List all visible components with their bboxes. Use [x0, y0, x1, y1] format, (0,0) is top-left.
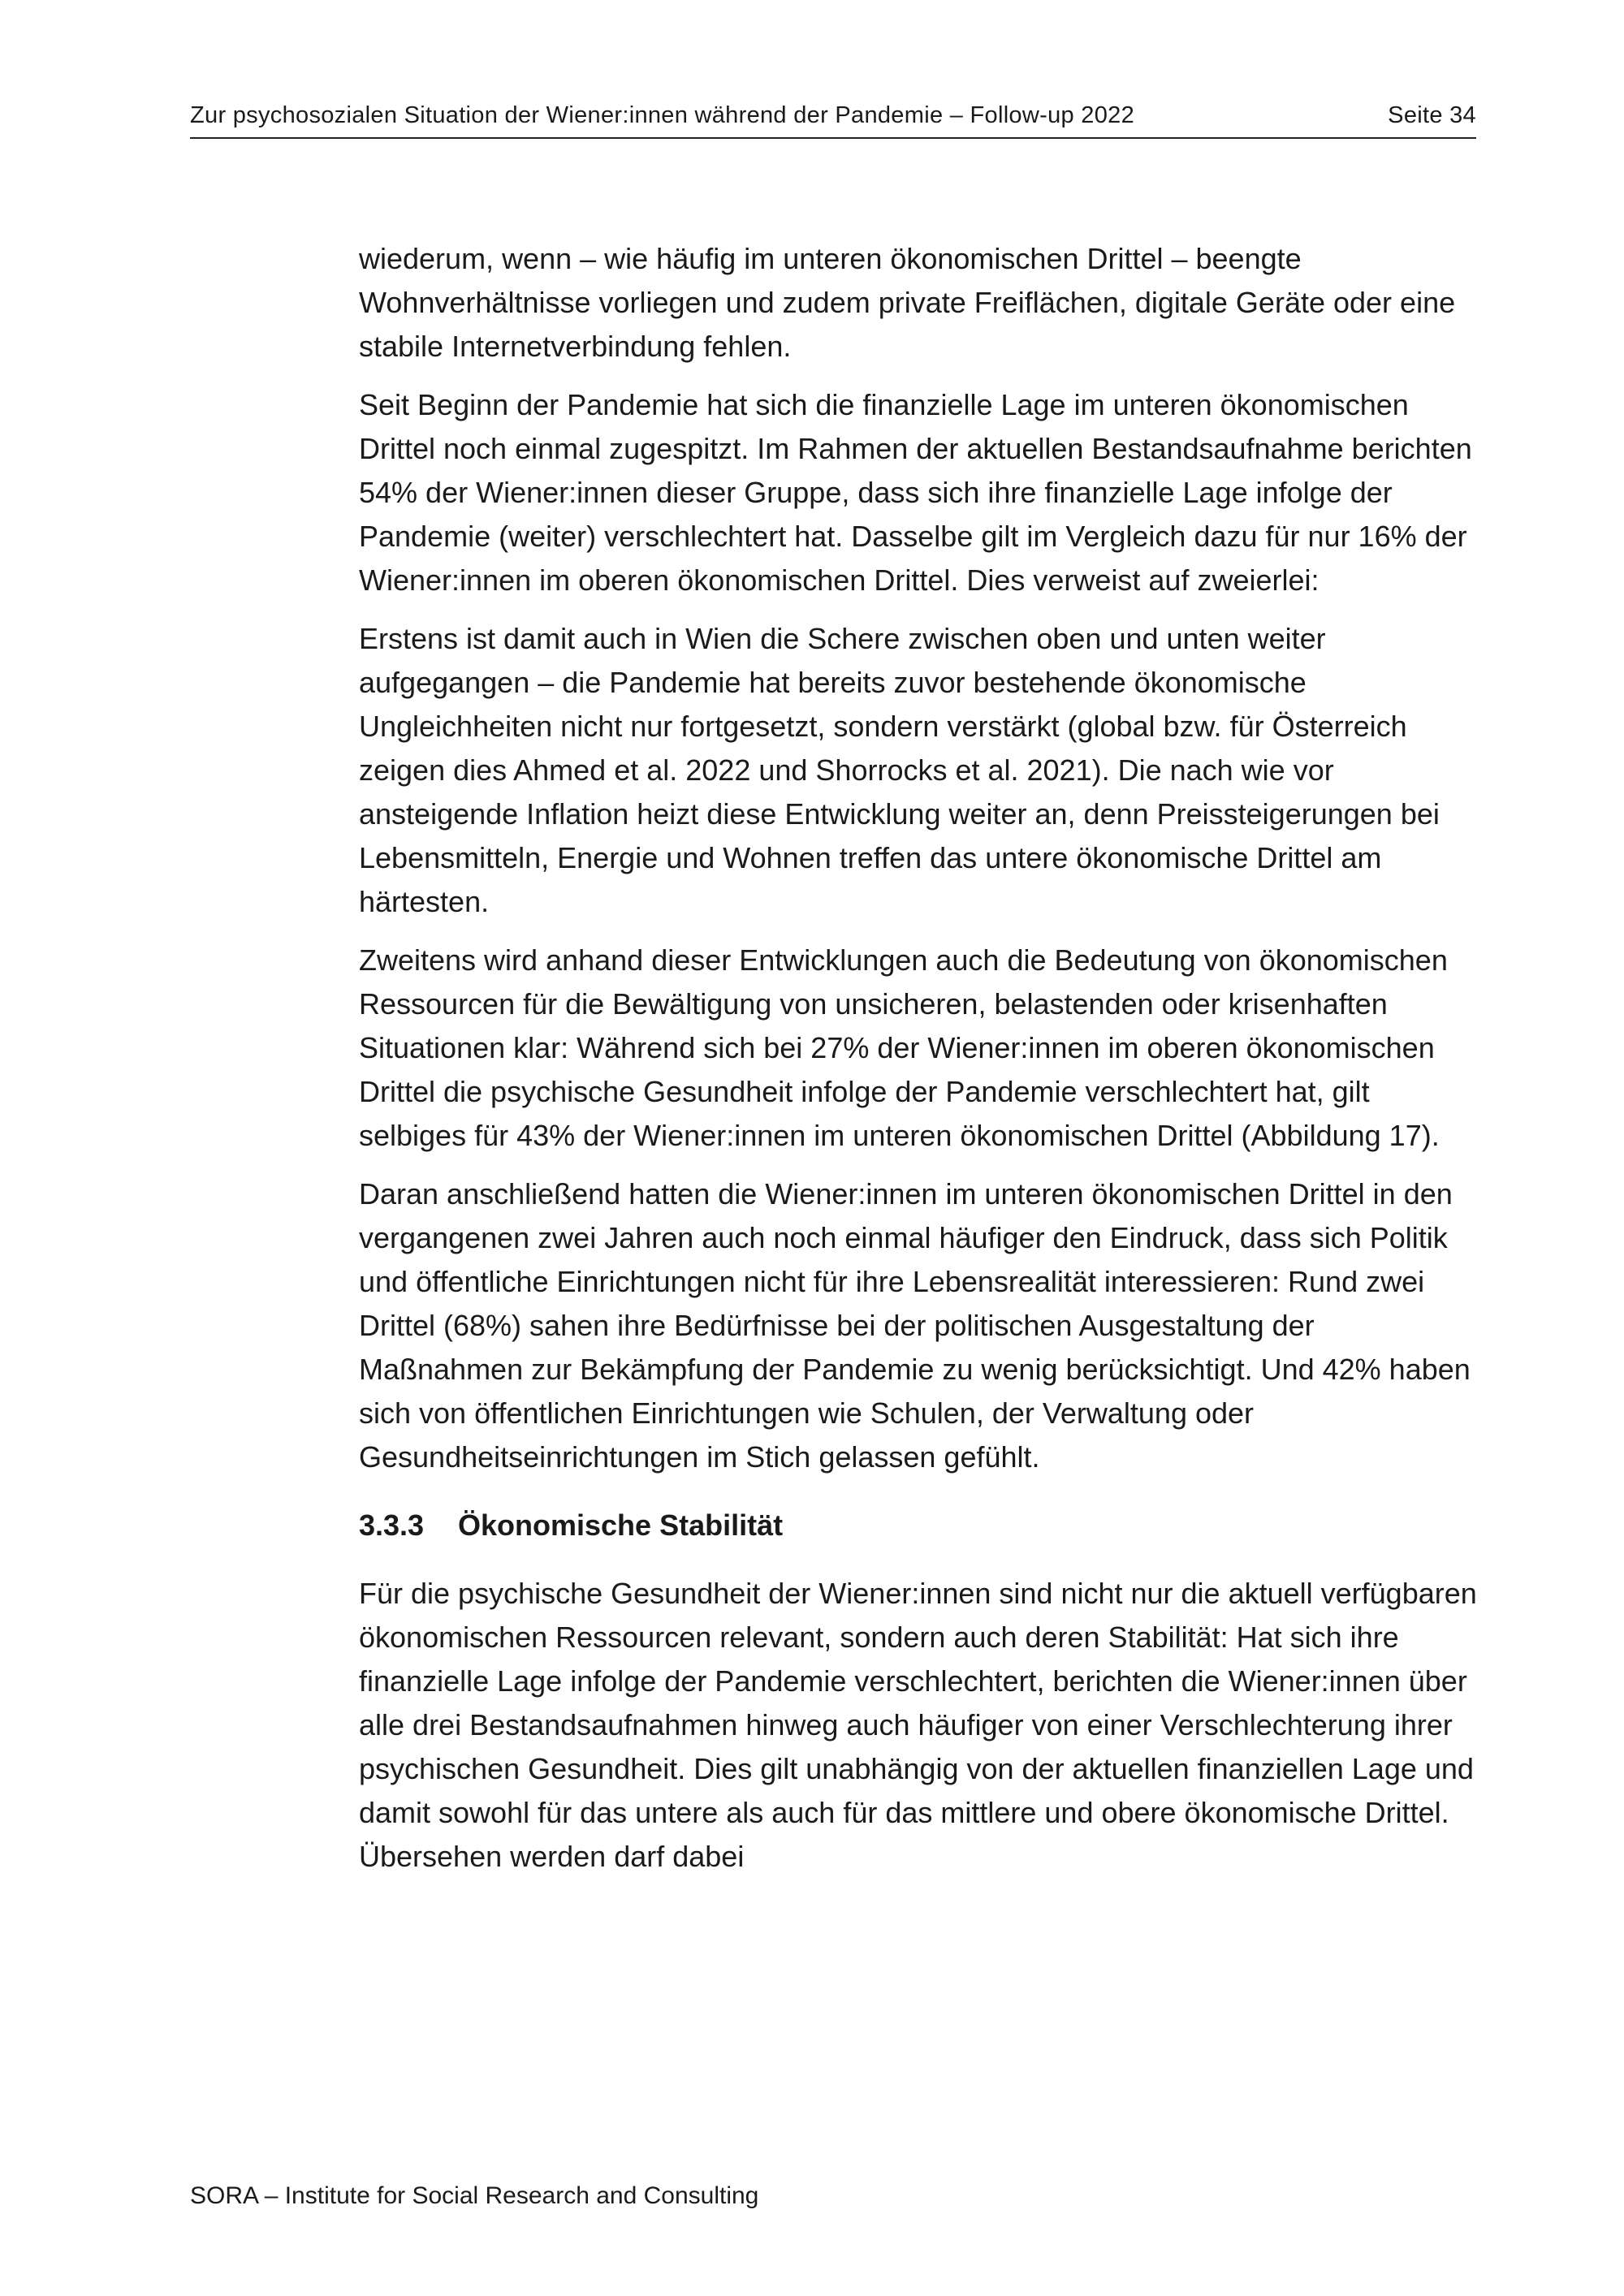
section-title: Ökonomische Stabilität — [458, 1508, 784, 1542]
paragraph: Daran anschließend hatten die Wiener:innen im unteren ökonomischen Drittel in den vergangenen zwei Jahren auch noch einmal häufiger den Eindruck, dass sich Politik und öffentliche Einrichtungen nicht für ihre Lebensrealität interessieren: Rund zwei Drittel (68%) sahen ihre Bedürfnisse bei der politischen Ausgestaltung der Maßnahmen zur Bekämpfung der Pandemie zu wenig berücksichtigt. Und 42% haben sich von öffentlichen Einrichtungen wie Schulen, der Verwaltung oder Gesundheitseinrichtungen im Stich gelassen gefühlt. — [359, 1177, 1471, 1474]
body-text — [359, 237, 1478, 1893]
paragraph: Für die psychische Gesundheit der Wiener:innen sind nicht nur die aktuell verfügbaren ökonomischen Ressourcen relevant, sondern auch deren Stabilität: Hat sich ihre finanzielle Lage infolge der Pandemie verschlechtert, berichten die Wiener:innen über alle drei Bestandsaufnahmen hinweg auch häufiger von einer Verschlechterung ihrer psychischen Gesundheit. Dies gilt unabhängig von der aktuellen finanziellen Lage und damit sowohl für das untere als auch für das mittlere und obere ökonomische Drittel. Übersehen werden darf dabei — [359, 1577, 1477, 1873]
header-title: Zur psychosozialen Situation der Wiener:innen während der Pandemie – Follow-up 2022 — [190, 102, 1134, 128]
paragraph: wiederum, wenn – wie häufig im unteren ökonomischen Drittel – beengte Wohnverhältnisse vorliegen und zudem private Freiflächen, digitale Geräte oder eine stabile Internetverbindung fehlen. — [359, 242, 1456, 363]
paragraph: Erstens ist damit auch in Wien die Schere zwischen oben und unten weiter aufgegangen – die Pandemie hat bereits zuvor bestehende ökonomische Ungleichheiten nicht nur fortgesetzt, sondern verstärkt (global bzw. für Österreich zeigen dies Ahmed et al. 2022 und Shorrocks et al. 2021). Die nach wie vor ansteigende Inflation heizt diese Entwicklung weiter an, denn Preissteigerungen bei Lebensmitteln, Energie und Wohnen treffen das untere ökonomische Drittel am härtesten. — [359, 622, 1440, 918]
paragraph: Zweitens wird anhand dieser Entwicklungen auch die Bedeutung von ökonomischen Ressourcen für die Bewältigung von unsicheren, belastenden oder krisenhaften Situationen klar: Während sich bei 27% der Wiener:innen im oberen ökonomischen Drittel die psychische Gesundheit infolge der Pandemie verschlechtert hat, gilt selbiges für 43% der Wiener:innen im unteren ökonomischen Drittel (Abbildung 17). — [359, 943, 1448, 1152]
running-header — [190, 102, 1476, 139]
section-number: 3.3.3 — [359, 1508, 425, 1542]
section-heading — [359, 1504, 1478, 1547]
page-footer: SORA – Institute for Social Research and Consulting — [190, 2182, 759, 2209]
page-number: Seite 34 — [1388, 102, 1476, 128]
paragraph: Seit Beginn der Pandemie hat sich die finanzielle Lage im unteren ökonomischen Drittel noch einmal zugespitzt. Im Rahmen der aktuellen Bestandsaufnahme berichten 54% der Wiener:innen dieser Gruppe, dass sich ihre finanzielle Lage infolge der Pandemie (weiter) verschlechtert hat. Dasselbe gilt im Vergleich dazu für nur 16% der Wiener:innen im oberen ökonomischen Drittel. Dies verweist auf zweierlei: — [359, 388, 1472, 597]
